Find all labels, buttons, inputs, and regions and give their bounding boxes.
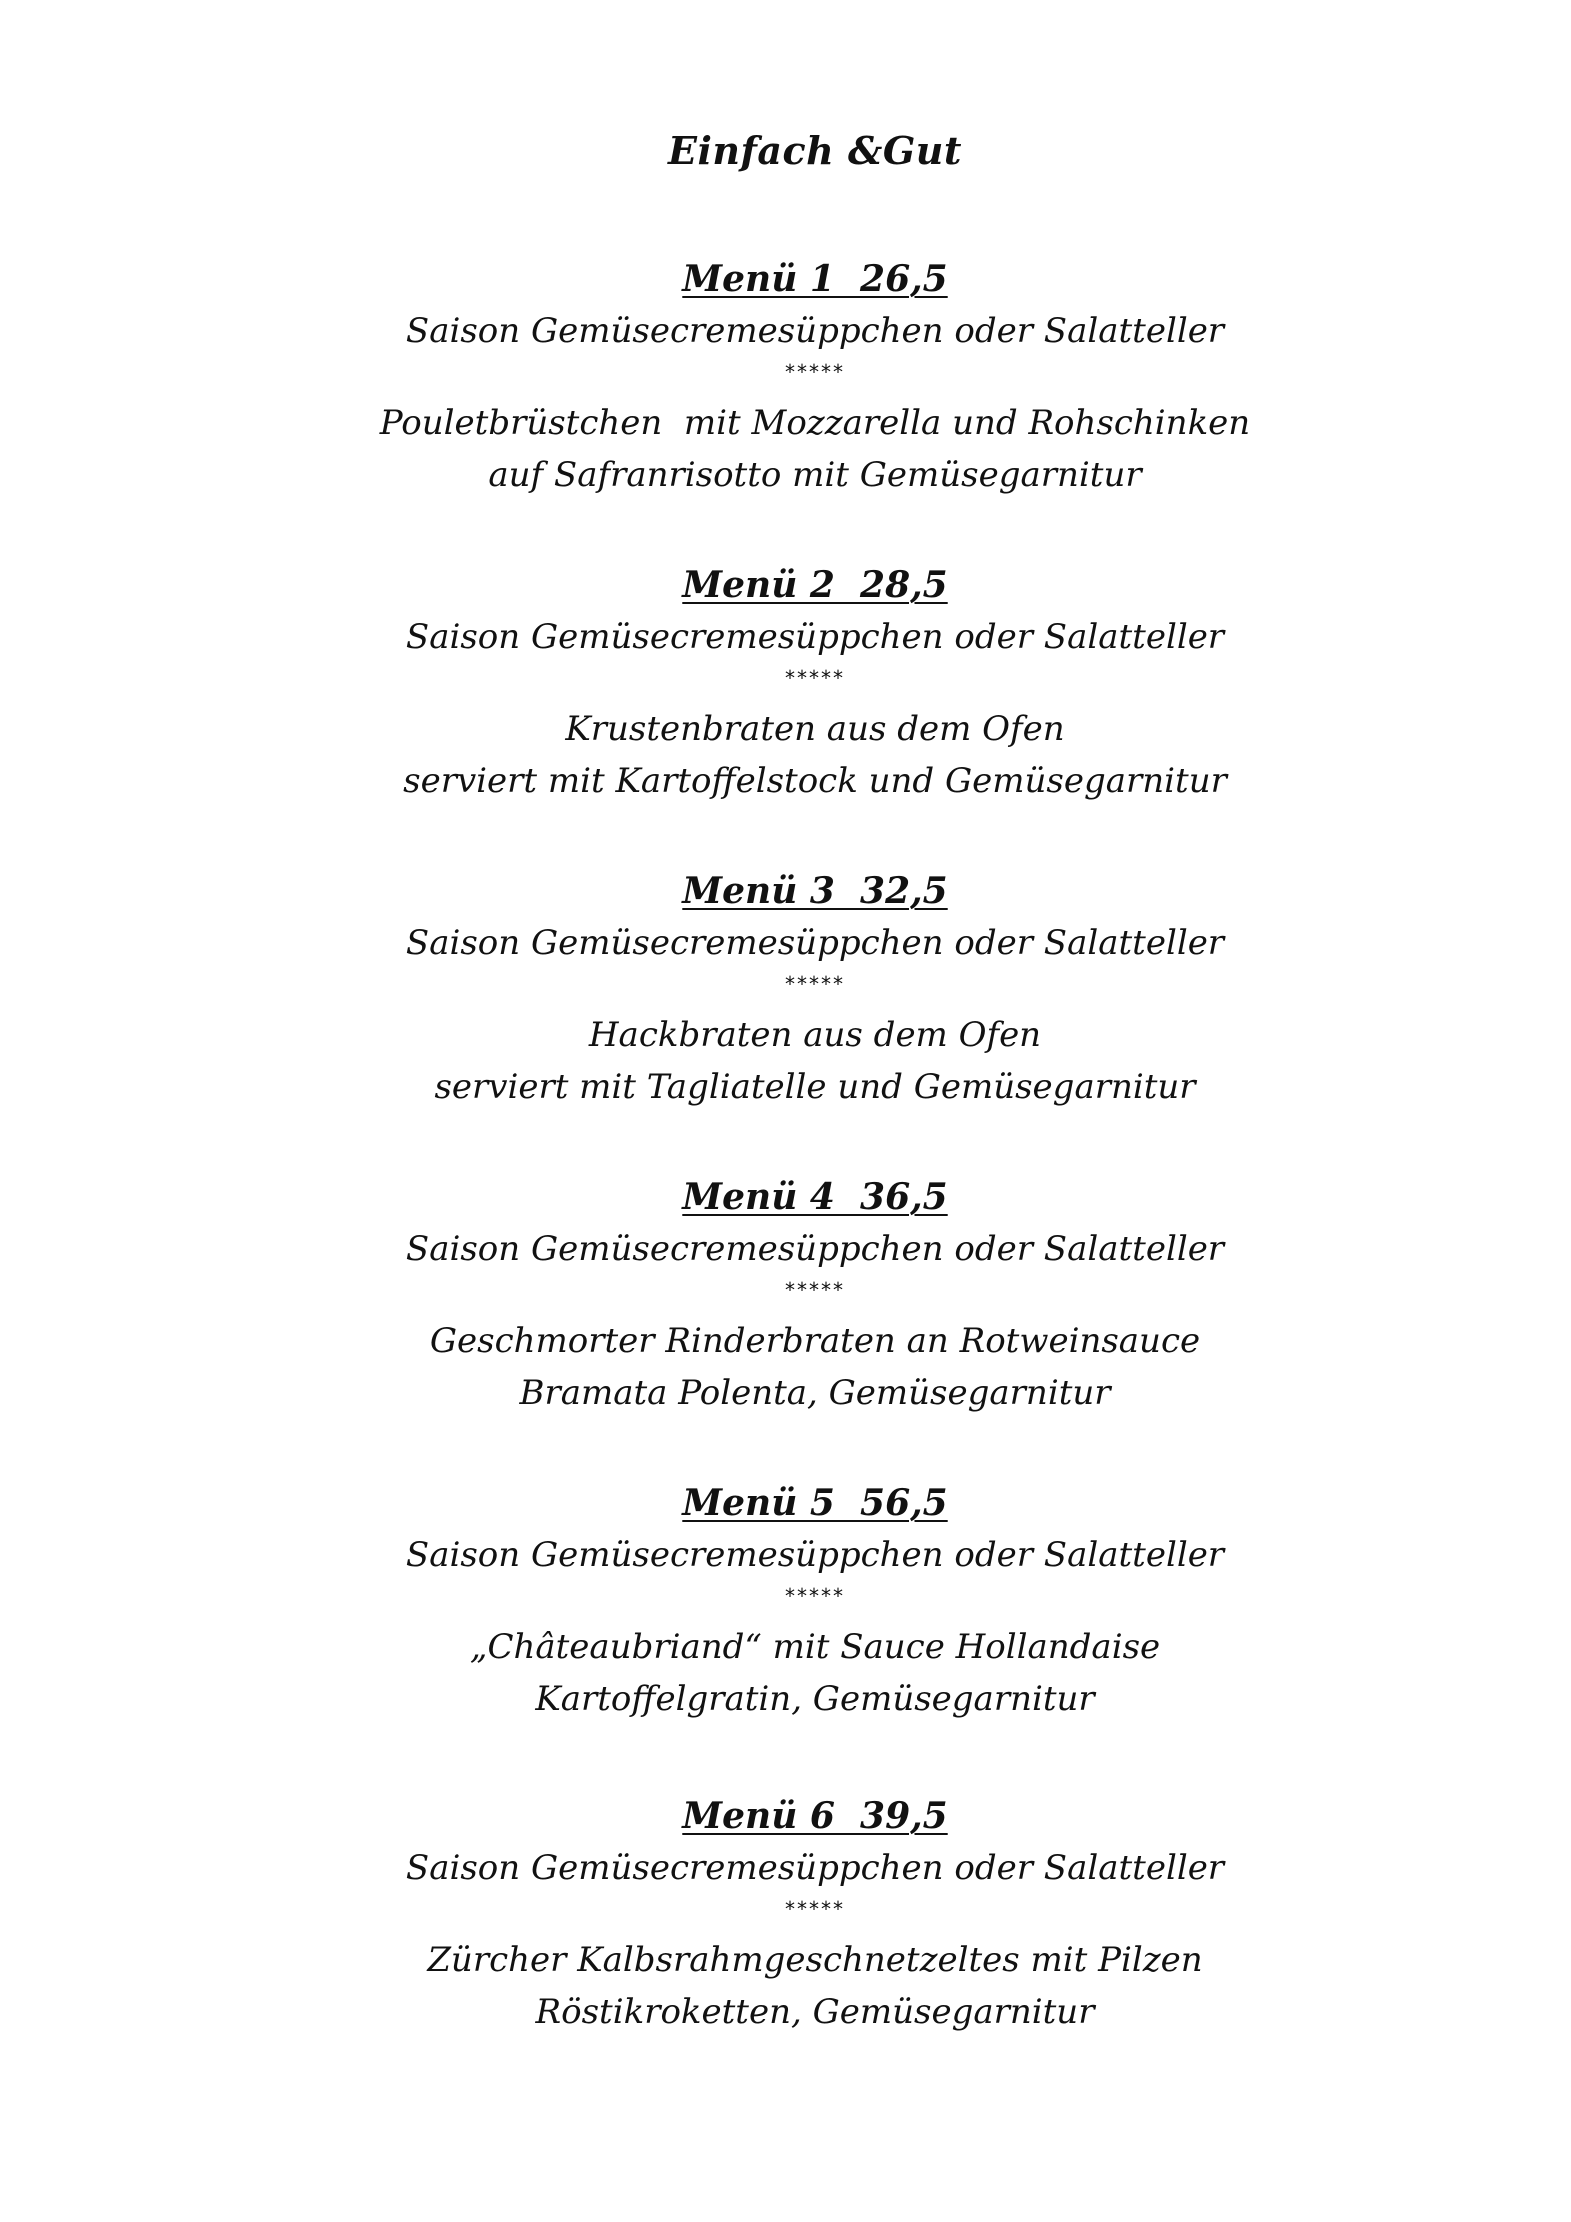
menu-main-line-1: Zürcher Kalbsrahmgeschnetzeltes mit Pilzen	[427, 1940, 1203, 1980]
menu-block-5	[0, 1477, 1571, 1725]
course-separator: *****	[785, 1897, 845, 1921]
menu-main-line-1: „Châteaubriand“ mit Sauce Hollandaise	[469, 1627, 1161, 1667]
menu-main-line-1: Geschmorter Rinderbraten an Rotweinsauce	[429, 1321, 1201, 1361]
menu-block-4	[0, 1171, 1571, 1419]
menu-main-line-2: Bramata Polenta, Gemüsegarnitur	[519, 1373, 1111, 1413]
course-separator: *****	[785, 1278, 845, 1302]
page-title: Einfach &Gut	[668, 128, 962, 173]
menu-starter: Saison Gemüsecremesüppchen oder Salatteller	[405, 311, 1225, 351]
menu-main-line-1: Hackbraten aus dem Ofen	[588, 1015, 1042, 1055]
course-separator: *****	[785, 666, 845, 690]
menu-starter: Saison Gemüsecremesüppchen oder Salatteller	[405, 1848, 1225, 1888]
course-separator: *****	[785, 1584, 845, 1608]
menu-main-line-2: serviert mit Kartoffelstock und Gemüsegarnitur	[403, 761, 1227, 801]
menu-starter: Saison Gemüsecremesüppchen oder Salatteller	[405, 617, 1225, 657]
course-separator: *****	[785, 360, 845, 384]
menu-main-line-2: Kartoffelgratin, Gemüsegarnitur	[535, 1679, 1095, 1719]
menu-heading: Menü 6 39,5	[682, 1795, 948, 1837]
menu-block-3	[0, 865, 1571, 1113]
menu-main-line-1: Pouletbrüstchen mit Mozzarella und Rohschinken	[379, 403, 1251, 443]
menu-main-line-2: serviert mit Tagliatelle und Gemüsegarnitur	[434, 1067, 1196, 1107]
menu-block-1	[0, 253, 1571, 501]
menu-main-line-2: Röstikroketten, Gemüsegarnitur	[535, 1992, 1095, 2032]
menu-main-line-1: Krustenbraten aus dem Ofen	[565, 709, 1065, 749]
course-separator: *****	[785, 972, 845, 996]
menu-starter: Saison Gemüsecremesüppchen oder Salatteller	[405, 1229, 1225, 1269]
menu-heading: Menü 2 28,5	[682, 564, 948, 606]
menu-main-line-2: auf Safranrisotto mit Gemüsegarnitur	[488, 455, 1142, 495]
menu-heading: Menü 3 32,5	[682, 870, 948, 912]
menu-starter: Saison Gemüsecremesüppchen oder Salatteller	[405, 923, 1225, 963]
menu-block-2	[0, 559, 1571, 807]
menu-block-6	[0, 1790, 1571, 2038]
menu-heading: Menü 4 36,5	[682, 1176, 948, 1218]
menu-starter: Saison Gemüsecremesüppchen oder Salatteller	[405, 1535, 1225, 1575]
menu-heading: Menü 5 56,5	[682, 1482, 948, 1524]
menu-heading: Menü 1 26,5	[682, 258, 948, 300]
